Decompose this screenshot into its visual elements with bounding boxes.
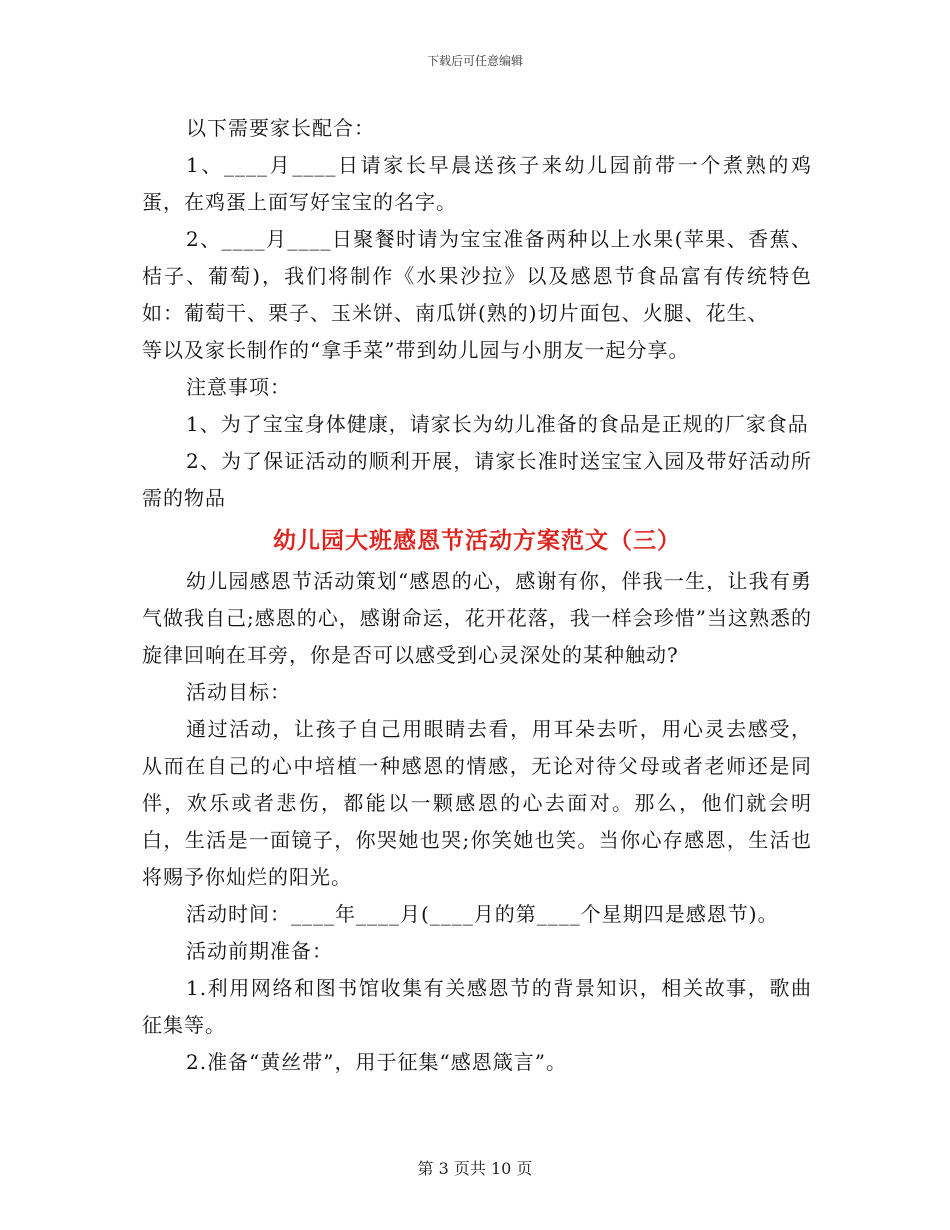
paragraph-item-fruit: 2、____月____日聚餐时请为宝宝准备两种以上水果(苹果、香蕉、桔子、葡萄)，我们将制作《水果沙拉》以及感恩节食品富有传统特色如：葡萄干、栗子、玉米饼、南瓜饼(熟的)切片面包、火腿、花生、 (142, 227, 812, 325)
paragraph-goal-heading: 活动目标： (186, 680, 291, 704)
paragraph-parent-cooperation: 以下需要家长配合： (186, 116, 375, 140)
paragraph-item-egg: 1、____月____日请家长早晨送孩子来幼儿园前带一个煮熟的鸡蛋，在鸡蛋上面写好宝宝的名字。 (142, 153, 812, 214)
paragraph-time: 活动时间：____年____月(____月的第____个星期四是感恩节)。 (186, 902, 779, 926)
document-body (142, 110, 812, 1081)
section-title: 幼儿园大班感恩节活动方案范文（三） (273, 528, 681, 554)
paragraph-goal: 通过活动，让孩子自己用眼睛去看，用耳朵去听，用心灵去感受，从而在自己的心中培植一种感恩的情感，无论对待父母或者老师还是同伴，欢乐或者悲伤，都能以一颗感恩的心去面对。那么，他们就会明白，生活是一面镜子，你哭她也哭;你笑她也笑。当你心存感恩，生活也将赐予你灿烂的阳光。 (142, 717, 812, 889)
paragraph-notice-on-time: 2、为了保证活动的顺利开展，请家长准时送宝宝入园及带好活动所需的物品 (142, 449, 812, 510)
paragraph-item-fruit-continued: 等以及家长制作的“拿手菜”带到幼儿园与小朋友一起分享。 (142, 338, 690, 362)
paragraph-notice-heading: 注意事项： (186, 375, 291, 399)
paragraph-prep-item-2: 2.准备“黄丝带”，用于征集“感恩箴言”。 (186, 1050, 567, 1074)
page-footer: 第 3 页共 10 页 (417, 1159, 533, 1178)
page-header: 下载后可任意编辑 (426, 54, 523, 68)
paragraph-prep-heading: 活动前期准备： (186, 939, 333, 963)
paragraph-intro: 幼儿园感恩节活动策划“感恩的心，感谢有你，伴我一生，让我有勇气做我自己;感恩的心，感谢命运，花开花落，我一样会珍惜”当这熟悉的旋律回响在耳旁，你是否可以感受到心灵深处的某种触动? (142, 569, 812, 667)
paragraph-prep-item-1: 1.利用网络和图书馆收集有关感恩节的背景知识，相关故事，歌曲征集等。 (142, 976, 812, 1037)
paragraph-notice-food: 1、为了宝宝身体健康，请家长为幼儿准备的食品是正规的厂家食品 (186, 412, 809, 436)
